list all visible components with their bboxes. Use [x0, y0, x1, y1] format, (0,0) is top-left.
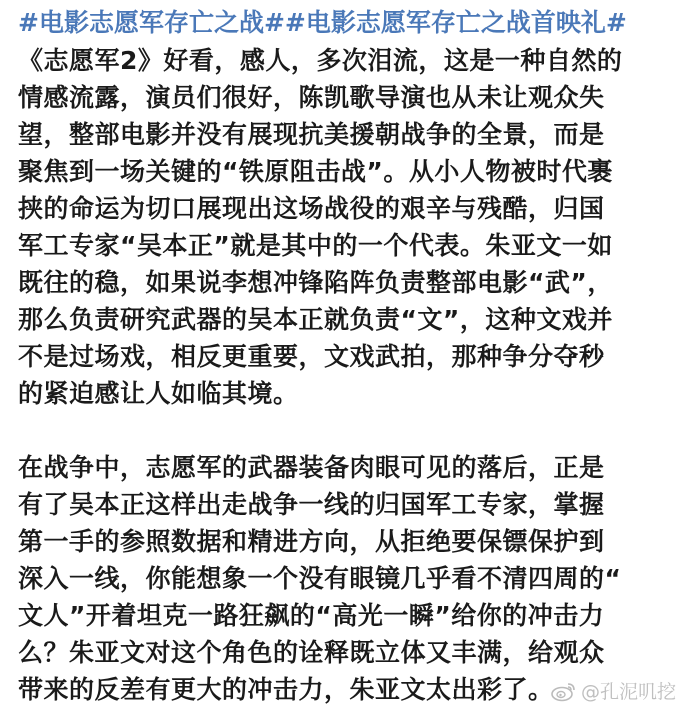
text-line: 不是过场戏，相反更重要，文戏武拍，那种争分夺秒 — [18, 342, 605, 371]
text-line: 那么负责研究武器的吴本正就负责“文”，这种文戏并 — [18, 305, 613, 334]
weibo-post — [18, 4, 678, 708]
text-line: 情感流露，演员们很好，陈凯歌导演也从未让观众失 — [18, 83, 605, 112]
text-line: 既往的稳，如果说李想冲锋陷阵负责整部电影“武”， — [18, 268, 613, 297]
text-line: 有了吴本正这样出走战争一线的归国军工专家，掌握 — [18, 490, 605, 519]
text-line: 军工专家“吴本正”就是其中的一个代表。朱亚文一如 — [18, 231, 613, 260]
text-line: 文人”开着坦克一路狂飙的“高光一瞬”给你的冲击力 — [18, 601, 605, 630]
post-paragraph-1 — [18, 42, 678, 412]
weibo-logo-icon — [551, 680, 577, 702]
text-line: 望，整部电影并没有展现抗美援朝战争的全景，而是 — [18, 120, 605, 149]
hashtag-row — [18, 4, 678, 42]
text-line: 第一手的参照数据和精进方向，从拒绝要保镖保护到 — [18, 527, 605, 556]
text-line: 在战争中，志愿军的武器装备肉眼可见的落后，正是 — [18, 453, 605, 482]
hashtag-link-1[interactable]: #电影志愿军存亡之战# — [18, 8, 285, 37]
text-line: 深入一线，你能想象一个没有眼镜几乎看不清四周的“ — [18, 564, 622, 593]
text-line: 聚焦到一场关键的“铁原阻击战”。从小人物被时代裹 — [18, 157, 613, 186]
watermark-handle: @孔泥叽挖 — [580, 681, 676, 703]
text-line: 么？朱亚文对这个角色的诠释既立体又丰满，给观众 — [18, 638, 605, 667]
text-line: 《志愿军2》好看，感人，多次泪流，这是一种自然的 — [18, 46, 623, 75]
text-line: 的紧迫感让人如临其境。 — [18, 379, 299, 408]
text-line: 带来的反差有更大的冲击力，朱亚文太出彩了。 — [18, 675, 554, 704]
weibo-watermark — [551, 677, 676, 704]
paragraph-spacer — [18, 412, 678, 449]
hashtag-link-2[interactable]: #电影志愿军存亡之战首映礼# — [284, 8, 627, 37]
text-line: 挟的命运为切口展现出这场战役的艰辛与残酷，归国 — [18, 194, 605, 223]
post-paragraph-2 — [18, 449, 678, 708]
